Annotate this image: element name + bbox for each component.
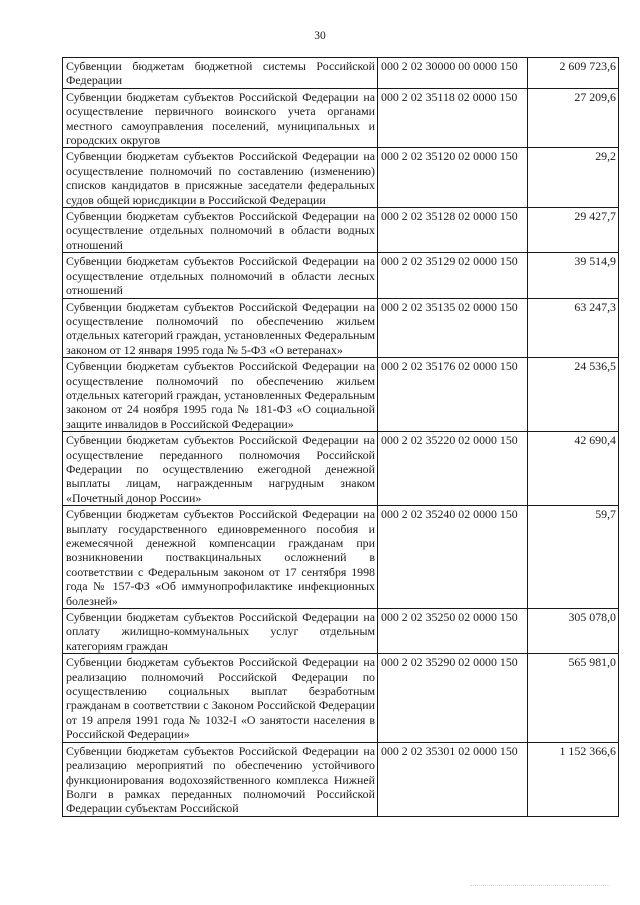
table-row	[63, 58, 619, 89]
row-description: Субвенции бюджетам бюджетной системы Российской Федерации	[63, 58, 378, 89]
row-budget-code: 000 2 02 35118 02 0000 150	[378, 88, 528, 148]
page-number: 30	[314, 30, 326, 42]
table-row	[63, 654, 619, 742]
row-description: Субвенции бюджетам субъектов Российской Федерации на реализацию полномочий Российской Федерации по осуществлению социальных выплат безработным гражданам в соответствии с Законом Российской Федерации от 19 апреля 1991 года № 1032-I «О занятости населения в Российской Федерации»	[63, 654, 378, 742]
row-amount: 305 078,0	[528, 609, 619, 654]
row-description: Субвенции бюджетам субъектов Российской Федерации на осуществление отдельных полномочий в области лесных отношений	[63, 253, 378, 298]
row-description: Субвенции бюджетам субъектов Российской Федерации на осуществление полномочий по составлению (изменению) списков кандидатов в присяжные заседатели федеральных судов общей юрисдикции в Российской Федерации	[63, 148, 378, 208]
table-row	[63, 742, 619, 816]
row-budget-code: 000 2 02 30000 00 0000 150	[378, 58, 528, 89]
table-row	[63, 253, 619, 298]
row-budget-code: 000 2 02 35176 02 0000 150	[378, 358, 528, 432]
row-amount: 24 536,5	[528, 358, 619, 432]
table-row	[63, 358, 619, 432]
row-amount: 27 209,6	[528, 88, 619, 148]
table-row	[63, 88, 619, 148]
row-description: Субвенции бюджетам субъектов Российской Федерации на реализацию мероприятий по обеспечению устойчивого функционирования водохозяйственного комплекса Нижней Волги в рамках переданных полномочий Российской Федерации субъектам Российской	[63, 742, 378, 816]
row-budget-code: 000 2 02 35129 02 0000 150	[378, 253, 528, 298]
table-row	[63, 298, 619, 358]
table-row	[63, 506, 619, 609]
table-row	[63, 148, 619, 208]
table-row	[63, 432, 619, 506]
row-description: Субвенции бюджетам субъектов Российской Федерации на осуществление переданного полномочия Российской Федерации по осуществлению ежегодной денежной выплаты лицам, награжденным нагрудным знаком «Почетный донор России»	[63, 432, 378, 506]
row-budget-code: 000 2 02 35301 02 0000 150	[378, 742, 528, 816]
row-budget-code: 000 2 02 35135 02 0000 150	[378, 298, 528, 358]
row-amount: 29 427,7	[528, 208, 619, 253]
row-budget-code: 000 2 02 35240 02 0000 150	[378, 506, 528, 609]
row-amount: 29,2	[528, 148, 619, 208]
row-description: Субвенции бюджетам субъектов Российской Федерации на оплату жилищно-коммунальных услуг отдельным категориям граждан	[63, 609, 378, 654]
subventions-table	[62, 57, 619, 817]
row-amount: 59,7	[528, 506, 619, 609]
row-description: Субвенции бюджетам субъектов Российской Федерации на осуществление отдельных полномочий в области водных отношений	[63, 208, 378, 253]
row-amount: 565 981,0	[528, 654, 619, 742]
row-description: Субвенции бюджетам субъектов Российской Федерации на выплату государственного единовременного пособия и ежемесячной денежной компенсации гражданам при возникновении поствакцинальных осложнений в соответствии с Федеральным законом от 17 сентября 1998 года № 157-ФЗ «Об иммунопрофилактике инфекционных болезней»	[63, 506, 378, 609]
row-amount: 63 247,3	[528, 298, 619, 358]
row-description: Субвенции бюджетам субъектов Российской Федерации на осуществление первичного воинского учета органами местного самоуправления поселений, муниципальных и городских округов	[63, 88, 378, 148]
row-amount: 42 690,4	[528, 432, 619, 506]
row-amount: 39 514,9	[528, 253, 619, 298]
row-budget-code: 000 2 02 35220 02 0000 150	[378, 432, 528, 506]
row-budget-code: 000 2 02 35290 02 0000 150	[378, 654, 528, 742]
row-budget-code: 000 2 02 35120 02 0000 150	[378, 148, 528, 208]
row-amount: 1 152 366,6	[528, 742, 619, 816]
scan-noise	[470, 885, 610, 889]
table-row	[63, 208, 619, 253]
row-description: Субвенции бюджетам субъектов Российской Федерации на осуществление полномочий по обеспечению жильем отдельных категорий граждан, установленных Федеральным законом от 12 января 1995 года № 5-ФЗ «О ветеранах»	[63, 298, 378, 358]
row-budget-code: 000 2 02 35128 02 0000 150	[378, 208, 528, 253]
row-description: Субвенции бюджетам субъектов Российской Федерации на осуществление полномочий по обеспечению жильем отдельных категорий граждан, установленных Федеральным законом от 24 ноября 1995 года № 181-ФЗ «О социальной защите инвалидов в Российской Федерации»	[63, 358, 378, 432]
table-row	[63, 609, 619, 654]
row-amount: 2 609 723,6	[528, 58, 619, 89]
row-budget-code: 000 2 02 35250 02 0000 150	[378, 609, 528, 654]
